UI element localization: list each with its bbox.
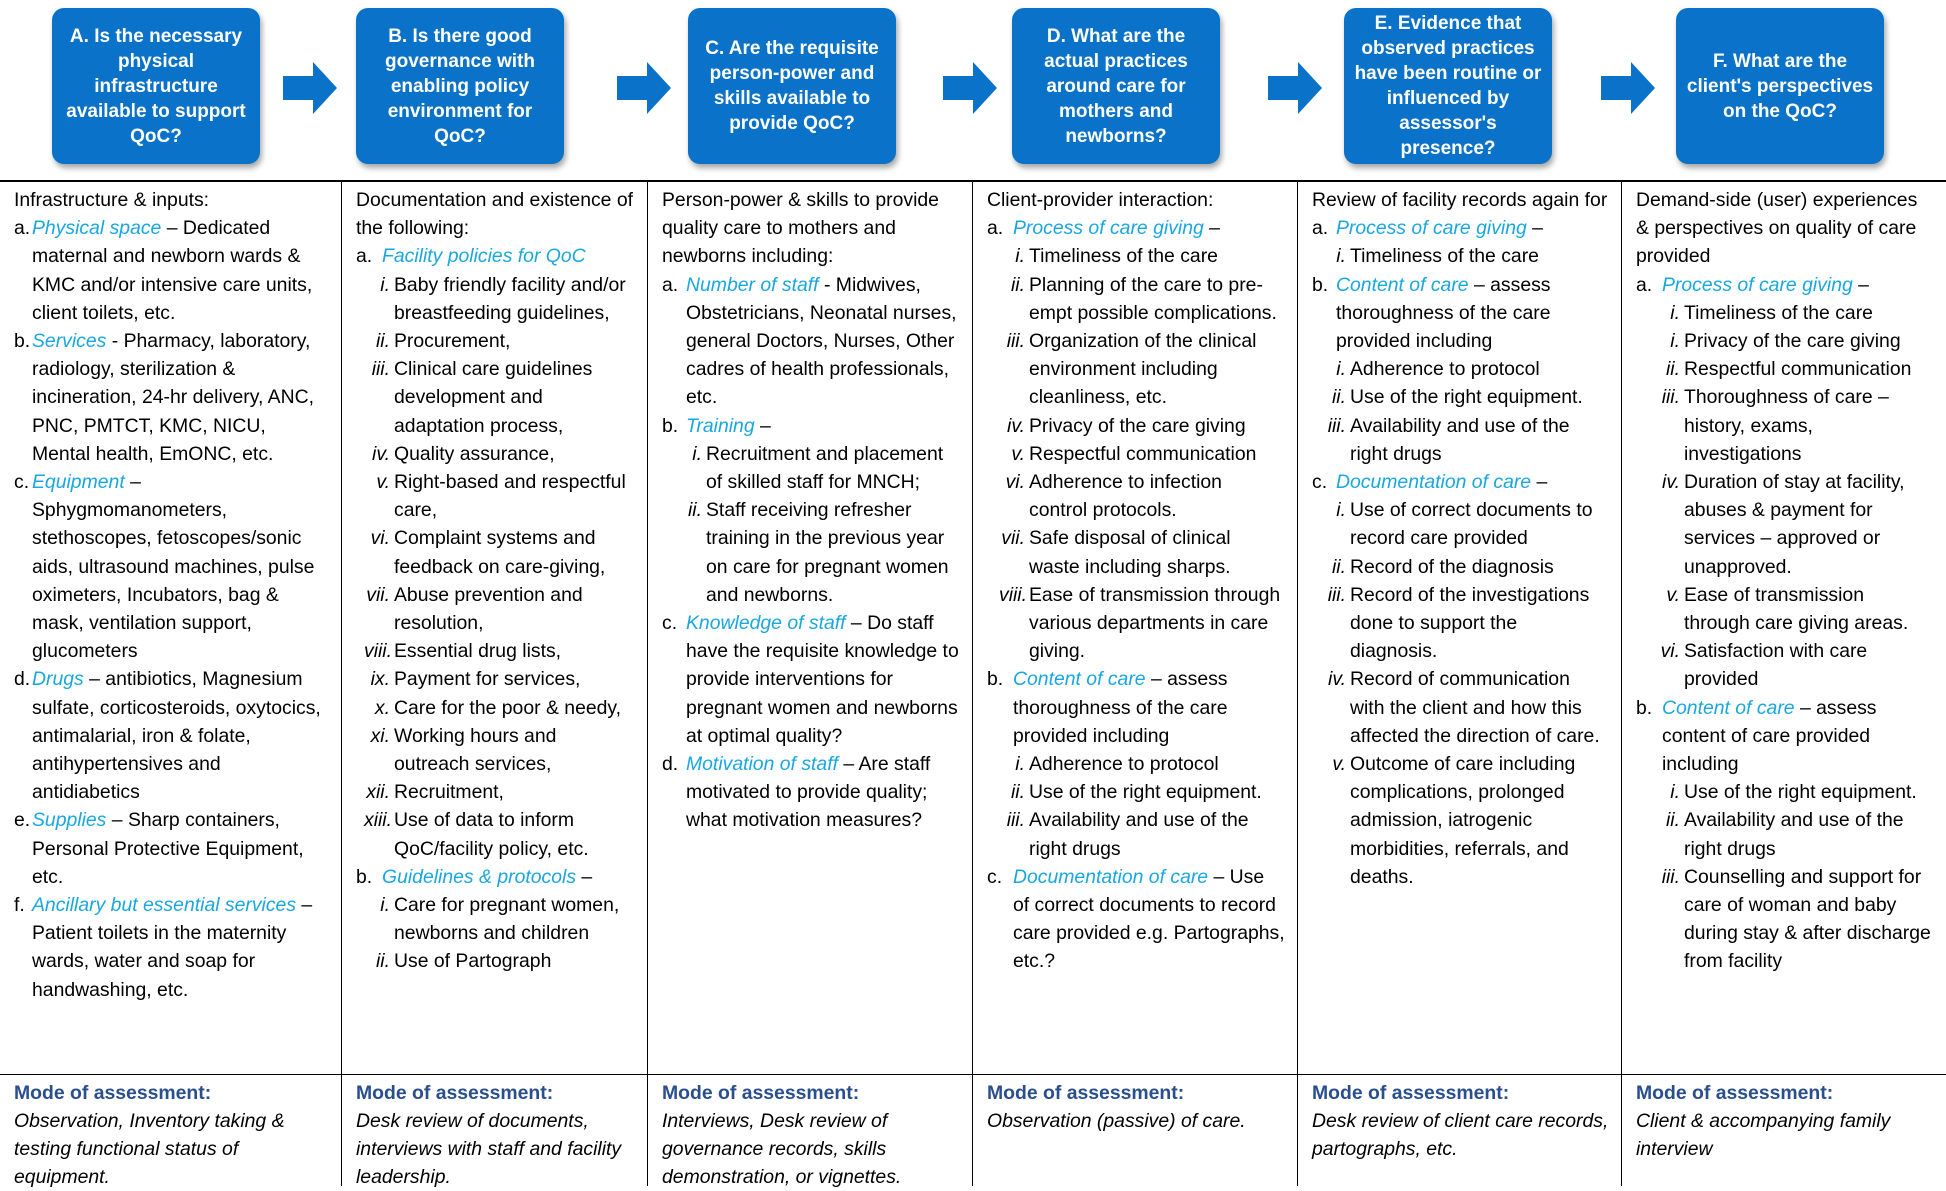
item-marker: b.: [662, 414, 679, 437]
question-box-f: [1676, 8, 1884, 164]
list-item: [987, 806, 1285, 862]
item-text: - Pharmacy, laboratory, radiology, sterilization & incineration, 24-hr delivery, ANC, PNC, PMTCT, KMC, NICU, Mental health, EmONC, etc.: [32, 330, 315, 465]
item-marker: i.: [1336, 499, 1346, 522]
item-marker: v.: [1666, 583, 1680, 606]
list-item: [987, 778, 1285, 806]
list-item: [987, 327, 1285, 412]
item-marker: a.: [1636, 273, 1653, 296]
category-label: Physical space: [32, 217, 162, 240]
item-text: Adherence to protocol: [1350, 358, 1540, 381]
item-marker: iii.: [1006, 809, 1025, 832]
question-box-d: [1012, 8, 1220, 164]
item-text: – Sphygmomanometers, stethoscopes, fetoscopes/sonic aids, ultrasound machines, pulse oximeters, Incubators, bag & mask, ventilation support, glucometers: [32, 471, 315, 663]
item-marker: iii.: [1661, 386, 1680, 409]
item-marker: x.: [374, 696, 390, 719]
item-text: Counselling and support for care of woman and baby during stay & after discharge from facility: [1684, 865, 1931, 973]
question-text: E. Evidence that observed practices have been routine or influenced by assessor's presence?: [1354, 13, 1542, 159]
category-label: Process of care giving: [1662, 273, 1853, 296]
column-d: [973, 182, 1298, 1186]
item-text: Safe disposal of clinical waste including sharps.: [1029, 527, 1231, 578]
item-text: – assess content of care provided including: [1662, 696, 1877, 776]
list-item: [1312, 496, 1609, 552]
item-text: Use of the right equipment.: [1029, 781, 1262, 804]
item-text: Timeliness of the care: [1684, 301, 1873, 324]
item-text: – Use of correct documents to record care provided e.g. Partographs, etc.?: [1013, 865, 1285, 973]
question-text: A. Is the necessary physical infrastructure available to support QoC?: [66, 25, 246, 147]
item-marker: vii.: [366, 583, 390, 606]
column-intro: Review of facility records again for: [1312, 189, 1608, 211]
item-marker: ii.: [375, 330, 390, 353]
item-marker: b.: [1636, 696, 1653, 719]
column-e: [1298, 182, 1622, 1186]
item-marker: i.: [1670, 781, 1680, 804]
list-item: [14, 665, 329, 806]
item-marker: vii.: [1001, 527, 1025, 550]
list-item: [356, 806, 635, 862]
item-marker: ii.: [1331, 386, 1346, 409]
category-label: Content of care: [1013, 668, 1146, 691]
column-content: [0, 182, 341, 1074]
list-item: [14, 327, 329, 468]
item-text: Ease of transmission through care giving areas.: [1684, 583, 1909, 635]
item-text: Availability and use of the right drugs: [1350, 414, 1570, 465]
list-item: [1636, 383, 1934, 468]
item-text: –: [1531, 471, 1548, 494]
mode-text: Desk review of client care records, partographs, etc.: [1312, 1110, 1609, 1160]
item-marker: i.: [1670, 330, 1680, 353]
mode-of-assessment: [1298, 1074, 1621, 1186]
item-text: – Are staff motivated to provide quality; what motivation measures?: [686, 753, 931, 832]
item-text: Use of correct documents to record care provided: [1350, 499, 1593, 550]
list-item: [1636, 355, 1934, 383]
category-label: Training: [686, 414, 755, 437]
category-label: Content of care: [1336, 273, 1469, 296]
list-item: [1312, 271, 1609, 356]
mode-text: Observation, Inventory taking & testing functional status of equipment.: [14, 1110, 285, 1188]
item-text: Baby friendly facility and/or breastfeeding guidelines,: [394, 273, 626, 324]
item-text: Record of the investigations done to support the diagnosis.: [1350, 583, 1590, 663]
mode-of-assessment: [973, 1074, 1297, 1186]
category-label: Process of care giving: [1013, 217, 1204, 240]
item-text: Thoroughness of care – history, exams, investigations: [1684, 386, 1889, 465]
list-item: [987, 581, 1285, 666]
item-text: Recruitment and placement of skilled staff for MNCH;: [706, 442, 944, 494]
item-text: – Patient toilets in the maternity wards, water and soap for handwashing, etc.: [32, 894, 313, 1001]
item-text: – Sharp containers, Personal Protective Equipment, etc.: [32, 809, 304, 888]
list-item: [1636, 271, 1934, 299]
item-marker: ii.: [1331, 555, 1346, 578]
list-item: [356, 947, 635, 975]
item-marker: a.: [14, 217, 31, 240]
list-item: [1312, 242, 1609, 270]
item-text: Respectful communication: [1029, 442, 1257, 465]
column-intro: Demand-side (user) experiences & perspectives on quality of care provided: [1636, 189, 1918, 268]
item-marker: vi.: [1660, 640, 1680, 663]
item-text: Right-based and respectful care,: [394, 471, 626, 522]
item-text: –: [576, 865, 593, 888]
item-text: Essential drug lists,: [394, 640, 562, 663]
item-marker: a.: [1312, 217, 1329, 240]
item-text: Use of Partograph: [394, 950, 552, 973]
category-label: Process of care giving: [1336, 217, 1527, 240]
arrow-right-icon: [1601, 62, 1655, 114]
item-marker: i.: [692, 442, 702, 465]
list-item: [356, 440, 635, 468]
item-text: Timeliness of the care: [1350, 245, 1539, 268]
mode-text: Observation (passive) of care.: [987, 1110, 1246, 1132]
item-marker: v.: [376, 471, 390, 494]
list-item: [356, 891, 635, 947]
item-marker: xi.: [370, 724, 390, 747]
item-text: Organization of the clinical environment including cleanliness, etc.: [1029, 330, 1257, 409]
list-item: [987, 524, 1285, 580]
arrow-right-icon: [283, 62, 337, 114]
list-item: [1312, 665, 1609, 750]
item-marker: i.: [1015, 753, 1025, 776]
item-marker: f.: [14, 894, 25, 917]
mode-of-assessment: [342, 1074, 647, 1186]
list-item: [662, 412, 960, 440]
list-item: [356, 637, 635, 665]
item-marker: i.: [380, 894, 390, 917]
item-text: Payment for services,: [394, 668, 581, 691]
item-marker: ix.: [370, 668, 390, 691]
list-item: [356, 242, 635, 270]
item-text: –: [1203, 217, 1220, 240]
item-marker: d.: [14, 668, 31, 691]
list-item: [14, 468, 329, 665]
item-text: Availability and use of the right drugs: [1029, 809, 1249, 860]
list-item: [987, 863, 1285, 976]
mode-text: Client & accompanying family interview: [1636, 1110, 1891, 1160]
header-flow: [0, 0, 1946, 180]
list-item: [987, 665, 1285, 750]
list-item: [1636, 327, 1934, 355]
item-text: Quality assurance,: [394, 442, 555, 465]
item-marker: c.: [662, 612, 678, 635]
category-label: Ancillary but essential services: [32, 894, 297, 917]
item-marker: e.: [14, 809, 31, 832]
item-text: - Midwives, Obstetricians, Neonatal nurses, general Doctors, Nurses, Other cadres of health professionals, etc.: [686, 273, 957, 409]
item-marker: iii.: [1006, 330, 1025, 353]
item-text: –: [1852, 273, 1869, 296]
item-text: Use of the right equipment.: [1350, 386, 1583, 409]
question-text: B. Is there good governance with enabling policy environment for QoC?: [385, 25, 535, 147]
item-marker: i.: [1336, 245, 1346, 268]
category-label: Supplies: [32, 809, 107, 832]
item-marker: viii.: [999, 583, 1028, 606]
column-content: [342, 182, 647, 1074]
list-item: [1636, 468, 1934, 581]
item-text: Ease of transmission through various departments in care giving.: [1029, 583, 1281, 663]
list-item: [14, 214, 329, 327]
list-item: [356, 524, 635, 580]
item-marker: b.: [1312, 273, 1329, 296]
list-item: [1636, 694, 1934, 779]
list-item: [356, 355, 635, 440]
item-text: Adherence to protocol: [1029, 753, 1219, 776]
list-item: [356, 271, 635, 327]
list-item: [356, 327, 635, 355]
item-text: Abuse prevention and resolution,: [394, 583, 583, 635]
item-marker: ii.: [1010, 781, 1025, 804]
arrow-right-icon: [617, 62, 671, 114]
item-text: Record of communication with the client and how this affected the direction of care.: [1350, 668, 1600, 747]
item-marker: ii.: [1665, 809, 1680, 832]
item-text: Timeliness of the care: [1029, 245, 1218, 268]
assessment-table: [0, 180, 1946, 1186]
item-marker: iii.: [1661, 865, 1680, 888]
item-marker: ii.: [375, 950, 390, 973]
item-marker: b.: [356, 865, 373, 888]
category-label: Facility policies for QoC: [382, 245, 586, 268]
item-text: Respectful communication: [1684, 358, 1912, 381]
item-text: – Dedicated maternal and newborn wards & KMC and/or intensive care units, client toilets, etc.: [32, 217, 313, 324]
list-item: [662, 271, 960, 412]
item-marker: iv.: [1007, 414, 1025, 437]
column-f: [1622, 182, 1946, 1186]
item-marker: a.: [662, 273, 679, 296]
list-item: [987, 412, 1285, 440]
item-text: Record of the diagnosis: [1350, 555, 1554, 578]
mode-title: Mode of assessment:: [356, 1082, 554, 1104]
item-marker: iv.: [372, 442, 390, 465]
item-marker: d.: [662, 753, 679, 776]
arrow-right-icon: [943, 62, 997, 114]
item-text: Working hours and outreach services,: [394, 724, 557, 776]
list-item: [662, 750, 960, 835]
list-item: [356, 694, 635, 722]
item-marker: viii.: [364, 640, 393, 663]
item-marker: i.: [1015, 245, 1025, 268]
list-item: [1636, 299, 1934, 327]
item-marker: b.: [987, 668, 1004, 691]
item-marker: iv.: [1662, 471, 1680, 494]
list-item: [987, 468, 1285, 524]
mode-title: Mode of assessment:: [1636, 1082, 1834, 1104]
item-marker: i.: [1336, 358, 1346, 381]
item-marker: i.: [380, 273, 390, 296]
question-box-c: [688, 8, 896, 164]
item-text: Adherence to infection control protocols.: [1029, 471, 1222, 522]
list-item: [1636, 806, 1934, 862]
category-label: Knowledge of staff: [686, 612, 846, 635]
item-marker: iv.: [1328, 668, 1346, 691]
list-item: [1312, 750, 1609, 891]
item-marker: v.: [1011, 442, 1025, 465]
list-item: [662, 440, 960, 496]
item-text: –: [754, 414, 771, 437]
column-intro: Infrastructure & inputs:: [14, 189, 210, 211]
mode-title: Mode of assessment:: [662, 1082, 860, 1104]
item-marker: iii.: [1327, 414, 1346, 437]
item-marker: a.: [987, 217, 1004, 240]
list-item: [987, 750, 1285, 778]
list-item: [987, 242, 1285, 270]
item-text: Care for pregnant women, newborns and children: [394, 894, 620, 945]
item-text: –: [1526, 217, 1543, 240]
item-text: – assess thoroughness of the care provided including: [1013, 668, 1228, 747]
list-item: [987, 271, 1285, 327]
item-text: Procurement,: [394, 330, 511, 353]
item-text: Duration of stay at facility, abuses & payment for services – approved or unapproved.: [1684, 471, 1905, 578]
list-item: [1312, 412, 1609, 468]
list-item: [662, 609, 960, 750]
item-marker: v.: [1332, 753, 1346, 776]
column-a: [0, 182, 342, 1186]
item-marker: c.: [14, 471, 30, 494]
item-marker: a.: [356, 245, 373, 268]
item-marker: c.: [1312, 471, 1328, 494]
list-item: [1312, 355, 1609, 383]
mode-title: Mode of assessment:: [14, 1082, 212, 1104]
category-label: Documentation of care: [1013, 865, 1209, 888]
category-label: Services: [32, 330, 107, 353]
list-item: [662, 496, 960, 609]
mode-text: Desk review of documents, interviews with staff and facility leadership.: [356, 1110, 622, 1188]
category-label: Documentation of care: [1336, 471, 1532, 494]
item-text: Privacy of the care giving: [1684, 330, 1901, 353]
column-intro: Client-provider interaction:: [987, 189, 1214, 211]
list-item: [1636, 581, 1934, 637]
item-marker: xii.: [366, 781, 390, 804]
column-content: [1298, 182, 1621, 1074]
item-text: Clinical care guidelines development and adaptation process,: [394, 358, 593, 437]
category-label: Number of staff: [686, 273, 819, 296]
list-item: [987, 214, 1285, 242]
question-text: D. What are the actual practices around care for mothers and newborns?: [1044, 25, 1188, 147]
question-box-a: [52, 8, 260, 164]
list-item: [1312, 468, 1609, 496]
category-label: Guidelines & protocols: [382, 865, 577, 888]
list-item: [1312, 383, 1609, 411]
item-marker: b.: [14, 330, 31, 353]
item-text: Complaint systems and feedback on care-giving,: [394, 527, 606, 578]
item-marker: i.: [1670, 301, 1680, 324]
list-item: [356, 722, 635, 778]
category-label: Equipment: [32, 471, 125, 494]
item-text: – Do staff have the requisite knowledge to provide interventions for pregnant women and newborns at optimal quality?: [686, 612, 959, 747]
question-text: F. What are the client's perspectives on the QoC?: [1686, 50, 1874, 122]
item-text: Staff receiving refresher training in the previous year on care for pregnant women and newborns.: [706, 499, 949, 606]
arrow-right-icon: [1268, 62, 1322, 114]
item-text: Satisfaction with care provided: [1684, 640, 1868, 691]
column-content: [648, 182, 972, 1074]
item-text: – assess thoroughness of the care provided including: [1336, 273, 1551, 353]
item-marker: ii.: [1010, 273, 1025, 296]
column-c: [648, 182, 973, 1186]
list-item: [1636, 637, 1934, 693]
list-item: [356, 863, 635, 891]
column-intro: Person-power & skills to provide quality care to mothers and newborns including:: [662, 189, 939, 268]
item-marker: xiii.: [364, 809, 393, 832]
question-box-e: [1344, 8, 1552, 164]
column-content: [1622, 182, 1946, 1074]
list-item: [1636, 778, 1934, 806]
item-text: Care for the poor & needy,: [394, 696, 622, 719]
category-label: Drugs: [32, 668, 84, 691]
list-item: [1312, 214, 1609, 242]
mode-title: Mode of assessment:: [1312, 1082, 1510, 1104]
category-label: Content of care: [1662, 696, 1795, 719]
list-item: [356, 665, 635, 693]
list-item: [356, 581, 635, 637]
item-marker: iii.: [371, 358, 390, 381]
item-text: Privacy of the care giving: [1029, 414, 1246, 437]
list-item: [987, 440, 1285, 468]
question-box-b: [356, 8, 564, 164]
list-item: [14, 891, 329, 1004]
mode-of-assessment: [1622, 1074, 1946, 1186]
item-text: Planning of the care to pre-empt possible complications.: [1029, 273, 1277, 324]
list-item: [1312, 553, 1609, 581]
item-text: Outcome of care including complications, prolonged admission, iatrogenic morbidities, referrals, and deaths.: [1350, 753, 1576, 888]
mode-of-assessment: [0, 1074, 341, 1186]
item-text: Recruitment,: [394, 781, 504, 804]
item-marker: ii.: [687, 499, 702, 522]
mode-text: Interviews, Desk review of governance records, skills demonstration, or vignettes.: [662, 1110, 902, 1188]
category-label: Motivation of staff: [686, 753, 838, 776]
list-item: [1636, 863, 1934, 976]
list-item: [356, 468, 635, 524]
mode-title: Mode of assessment:: [987, 1082, 1185, 1104]
column-content: [973, 182, 1297, 1074]
item-marker: iii.: [1327, 583, 1346, 606]
item-text: Availability and use of the right drugs: [1684, 809, 1904, 860]
mode-of-assessment: [648, 1074, 972, 1186]
item-text: Use of the right equipment.: [1684, 781, 1917, 804]
item-text: – antibiotics, Magnesium sulfate, corticosteroids, oxytocics, antimalarial, iron & folate, antihypertensives and antidiabetics: [32, 668, 321, 804]
column-b: [342, 182, 648, 1186]
item-marker: c.: [987, 865, 1003, 888]
list-item: [356, 778, 635, 806]
item-marker: vi.: [1005, 471, 1025, 494]
list-item: [14, 806, 329, 891]
list-item: [1312, 581, 1609, 666]
item-marker: ii.: [1665, 358, 1680, 381]
item-text: Use of data to inform QoC/facility policy, etc.: [394, 809, 589, 860]
item-marker: vi.: [370, 527, 390, 550]
question-text: C. Are the requisite person-power and skills available to provide QoC?: [705, 38, 879, 134]
column-intro: Documentation and existence of the following:: [356, 189, 634, 240]
